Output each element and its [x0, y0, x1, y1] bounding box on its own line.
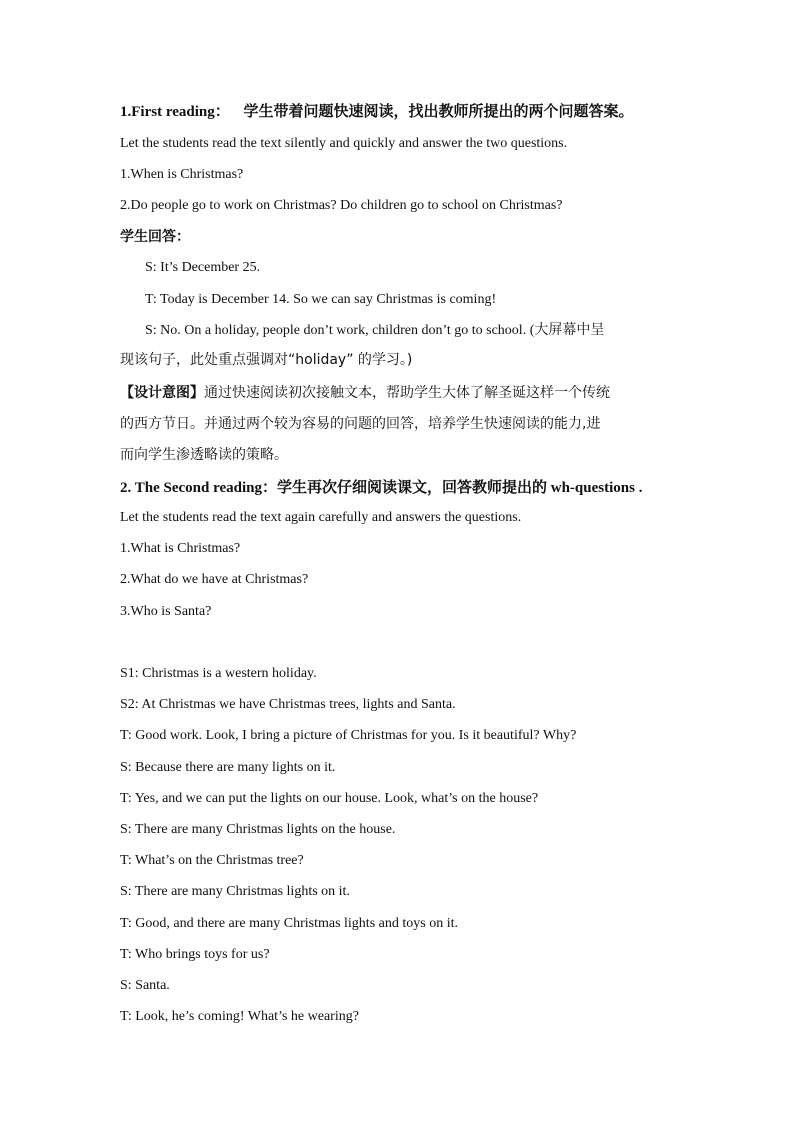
section2-question-3: 3.Who is Santa? [120, 604, 212, 619]
dialogue-line: S: There are many Christmas lights on it. [120, 884, 350, 899]
dialogue-line: S: Santa. [120, 978, 170, 993]
dialogue-line: S2: At Christmas we have Christmas trees, lights and Santa. [120, 697, 456, 712]
section2-heading [120, 477, 642, 498]
section2-instruction: Let the students read the text again carefully and answers the questions. [120, 510, 522, 525]
dialogue-line: S1: Christmas is a western holiday. [120, 666, 317, 681]
student-answer-label: 学生回答： [120, 229, 190, 245]
answer-line-3-continued: 现该句子，此处重点强调对“holiday” 的学习。) [120, 352, 413, 368]
answer-line-2: T: Today is December 14. So we can say Christmas is coming! [145, 292, 497, 307]
answer-line-3: S: No. On a holiday, people don’t work, children don’t go to school. (大屏幕中呈 [145, 323, 605, 338]
dialogue-line: T: Good, and there are many Christmas lights and toys on it. [120, 916, 458, 931]
design-intent-text-1: 通过快速阅读初次接触文本，帮助学生大体了解圣诞这样一个传统 [204, 385, 610, 401]
section1-instruction: Let the students read the text silently and quickly and answer the two questions. [120, 136, 568, 151]
dialogue-line: T: Who brings toys for us? [120, 947, 270, 962]
design-intent-line-2: 的西方节日。并通过两个较为容易的问题的回答，培养学生快速阅读的能力,进 [120, 416, 601, 432]
design-intent-label: 【设计意图】 [120, 385, 204, 401]
dialogue-line: S: There are many Christmas lights on the house. [120, 822, 396, 837]
section1-heading-en: 1.First reading： [120, 104, 230, 120]
section2-heading-tail: wh-questions . [547, 480, 643, 496]
dialogue-line: T: Good work. Look, I bring a picture of Christmas for you. Is it beautiful? Why? [120, 728, 577, 743]
design-intent-line-1 [120, 383, 610, 404]
dialogue-line: S: Because there are many lights on it. [120, 760, 336, 775]
dialogue-line: T: Yes, and we can put the lights on our house. Look, what’s on the house? [120, 791, 539, 806]
section1-heading [120, 101, 633, 122]
section2-question-2: 2.What do we have at Christmas? [120, 572, 309, 587]
section1-question-2: 2.Do people go to work on Christmas? Do children go to school on Christmas? [120, 198, 563, 213]
answer-line-1: S: It’s December 25. [145, 260, 261, 275]
section1-heading-cn: 学生带着问题快速阅读，找出教师所提出的两个问题答案。 [243, 102, 634, 120]
dialogue-line: T: What’s on the Christmas tree? [120, 853, 304, 868]
dialogue-line: T: Look, he’s coming! What’s he wearing? [120, 1009, 359, 1024]
design-intent-line-3: 而向学生渗透略读的策略。 [120, 447, 288, 463]
section2-heading-cn: 学生再次仔细阅读课文，回答教师提出的 [276, 478, 547, 496]
section2-question-1: 1.What is Christmas? [120, 541, 241, 556]
section2-heading-en: 2. The Second reading： [120, 480, 277, 496]
section1-question-1: 1.When is Christmas? [120, 167, 244, 182]
